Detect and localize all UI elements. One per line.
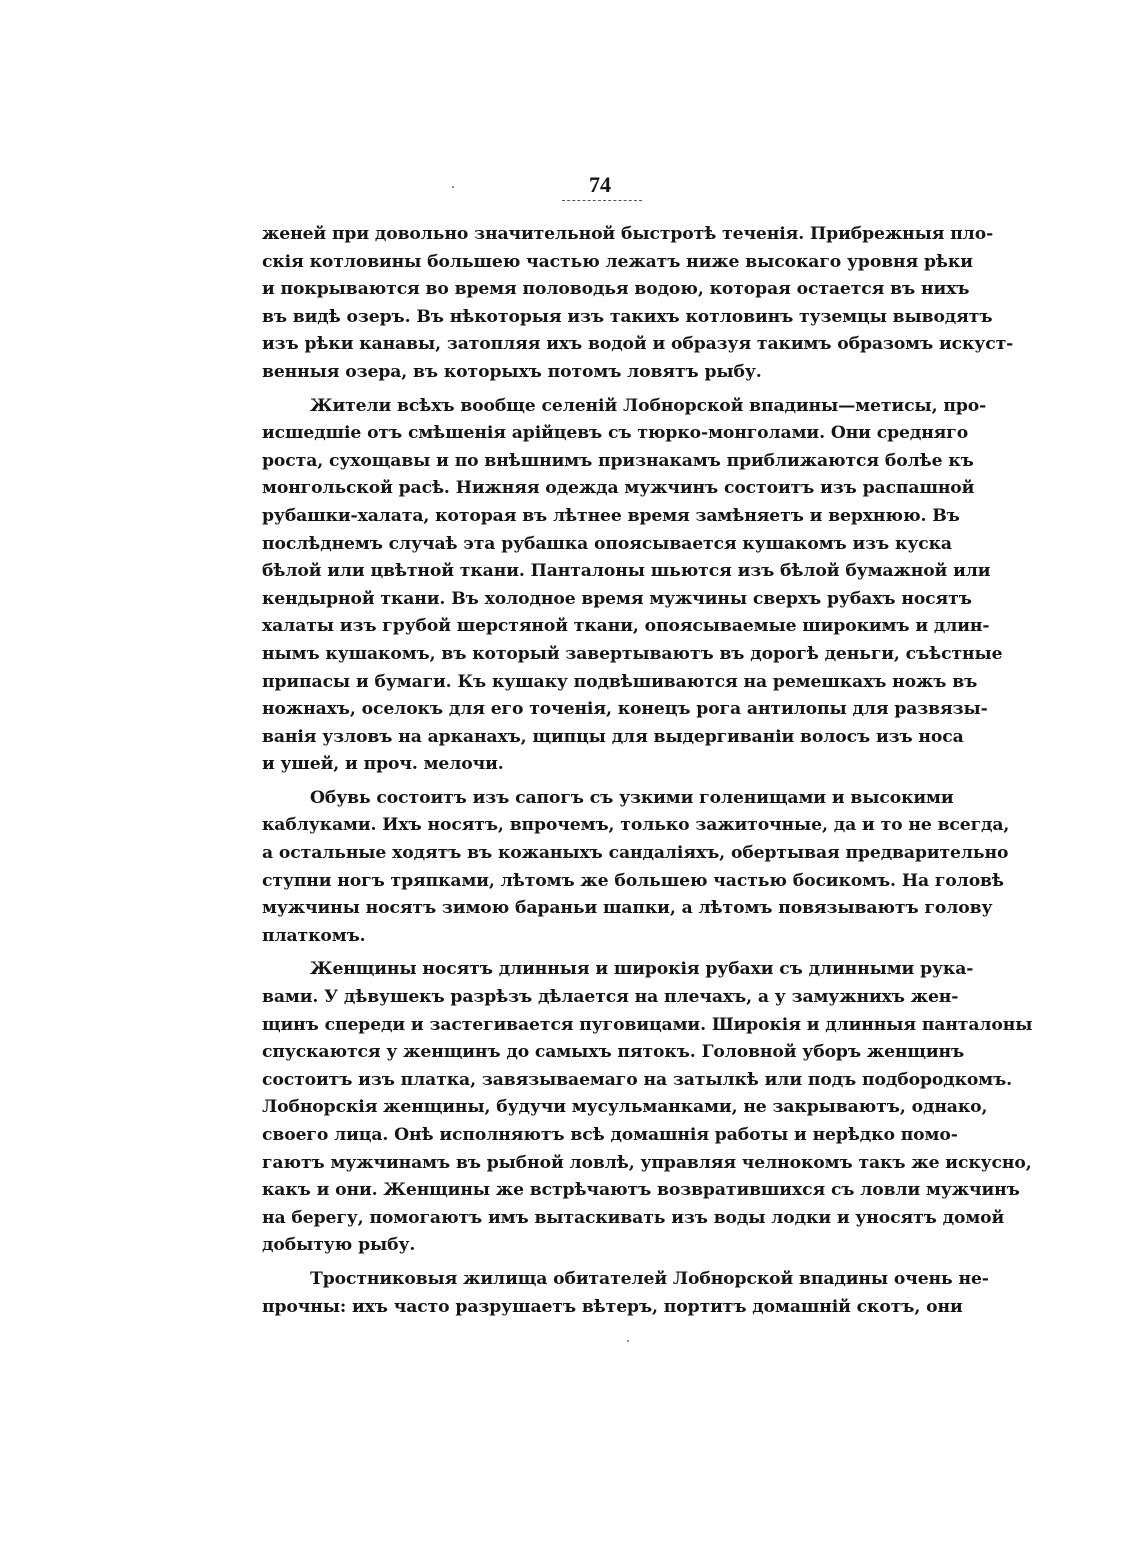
- scan-speck: [627, 1340, 629, 1342]
- text-line: Женщины носятъ длинныя и широкія рубахи съ длинными рука-: [310, 959, 974, 980]
- body-text: [262, 221, 1033, 1327]
- paragraph: [262, 1266, 989, 1321]
- text-line: роста, сухощавы и по внѣшнимъ признакамъ приближаются болѣе къ: [262, 450, 974, 471]
- text-line: Тростниковыя жилища обитателей Лобнорской впадины очень не-: [310, 1268, 989, 1289]
- text-line: исшедшіе отъ смѣшенія арійцевъ съ тюрко-монголами. Они средняго: [262, 423, 969, 444]
- text-line: а остальные ходятъ въ кожаныхъ сандаліяхъ, обертывая предварительно: [262, 843, 1009, 864]
- text-line: состоитъ изъ платка, завязываемаго на затылкѣ или подъ подбородкомъ.: [262, 1069, 1013, 1090]
- header-rule: [562, 200, 642, 201]
- text-line: бѣлой или цвѣтной ткани. Панталоны шьются изъ бѣлой бумажной или: [262, 561, 991, 582]
- text-line: въ видѣ озеръ. Въ нѣкоторыя изъ такихъ котловинъ туземцы выводятъ: [262, 306, 993, 327]
- text-line: ножнахъ, оселокъ для его точенія, конецъ рога антилопы для развязы-: [262, 699, 988, 720]
- text-line: Обувь состоитъ изъ сапогъ съ узкими голенищами и высокими: [310, 787, 954, 808]
- text-line: щинъ спереди и застегивается пуговицами. Широкія и длинныя панталоны: [262, 1014, 1033, 1035]
- text-line: Лобнорскія женщины, будучи мусульманками, не закрываютъ, однако,: [262, 1097, 988, 1118]
- scan-speck: [452, 186, 454, 188]
- text-line: прочны: ихъ часто разрушаетъ вѣтеръ, портитъ домашній скотъ, они: [262, 1296, 963, 1317]
- text-line: и покрываются во время половодья водою, которая остается въ нихъ: [262, 279, 970, 300]
- text-line: рубашки-халата, которая въ лѣтнее время замѣняетъ и верхнюю. Въ: [262, 505, 960, 526]
- text-line: ванія узловъ на арканахъ, щипцы для выдергиваніи волосъ изъ носа: [262, 726, 964, 747]
- text-line: спускаются у женщинъ до самыхъ пятокъ. Головной уборъ женщинъ: [262, 1042, 965, 1063]
- paragraph: [262, 393, 1003, 779]
- page-number: 74: [589, 172, 611, 197]
- text-line: изъ рѣки канавы, затопляя ихъ водой и образуя такимъ образомъ искуст-: [262, 334, 1014, 355]
- text-line: гаютъ мужчинамъ въ рыбной ловлѣ, управляя челнокомъ такъ же искусно,: [262, 1152, 1032, 1173]
- text-line: Жители всѣхъ вообще селеній Лобнорской впадины—метисы, про-: [310, 395, 987, 416]
- text-line: скія котловины большею частью лежатъ ниже высокаго уровня рѣки: [262, 251, 973, 272]
- text-line: припасы и бумаги. Къ кушаку подвѣшиваются на ремешкахъ ножъ въ: [262, 671, 978, 692]
- text-line: платкомъ.: [262, 925, 366, 946]
- paragraph: [262, 785, 1010, 951]
- text-line: монгольской расѣ. Нижняя одежда мужчинъ состоитъ изъ распашной: [262, 478, 975, 499]
- paragraph: [262, 221, 1014, 387]
- text-line: добытую рыбу.: [262, 1235, 416, 1256]
- text-line: кендырной ткани. Въ холодное время мужчины сверхъ рубахъ носятъ: [262, 588, 972, 609]
- text-line: ступни ногъ тряпками, лѣтомъ же большею частью босикомъ. На головѣ: [262, 870, 1004, 891]
- text-line: какъ и они. Женщины же встрѣчаютъ возвратившихся съ ловли мужчинъ: [262, 1180, 1020, 1201]
- text-line: на берегу, помогаютъ имъ вытаскивать изъ воды лодки и уносятъ домой: [262, 1207, 1005, 1228]
- text-line: мужчины носятъ зимою бараньи шапки, а лѣтомъ повязываютъ голову: [262, 898, 993, 919]
- text-line: женей при довольно значительной быстротѣ теченія. Прибрежныя пло-: [262, 224, 994, 244]
- text-line: вами. У дѣвушекъ разрѣзъ дѣлается на плечахъ, а у замужнихъ жен-: [262, 987, 959, 1008]
- text-line: каблуками. Ихъ носятъ, впрочемъ, только зажиточные, да и то не всегда,: [262, 815, 1010, 836]
- text-line: своего лица. Онѣ исполняютъ всѣ домашнія работы и нерѣдко помо-: [262, 1125, 958, 1145]
- paragraph: [262, 956, 1033, 1260]
- text-line: венныя озера, въ которыхъ потомъ ловятъ рыбу.: [262, 361, 762, 382]
- text-line: нымъ кушакомъ, въ который завертываютъ въ дорогѣ деньги, съѣстные: [262, 643, 1003, 664]
- text-line: послѣднемъ случаѣ эта рубашка опоясывается кушакомъ изъ куска: [262, 533, 952, 554]
- text-line: и ушей, и проч. мелочи.: [262, 754, 504, 775]
- text-line: халаты изъ грубой шерстяной ткани, опоясываемые широкимъ и длин-: [262, 616, 990, 637]
